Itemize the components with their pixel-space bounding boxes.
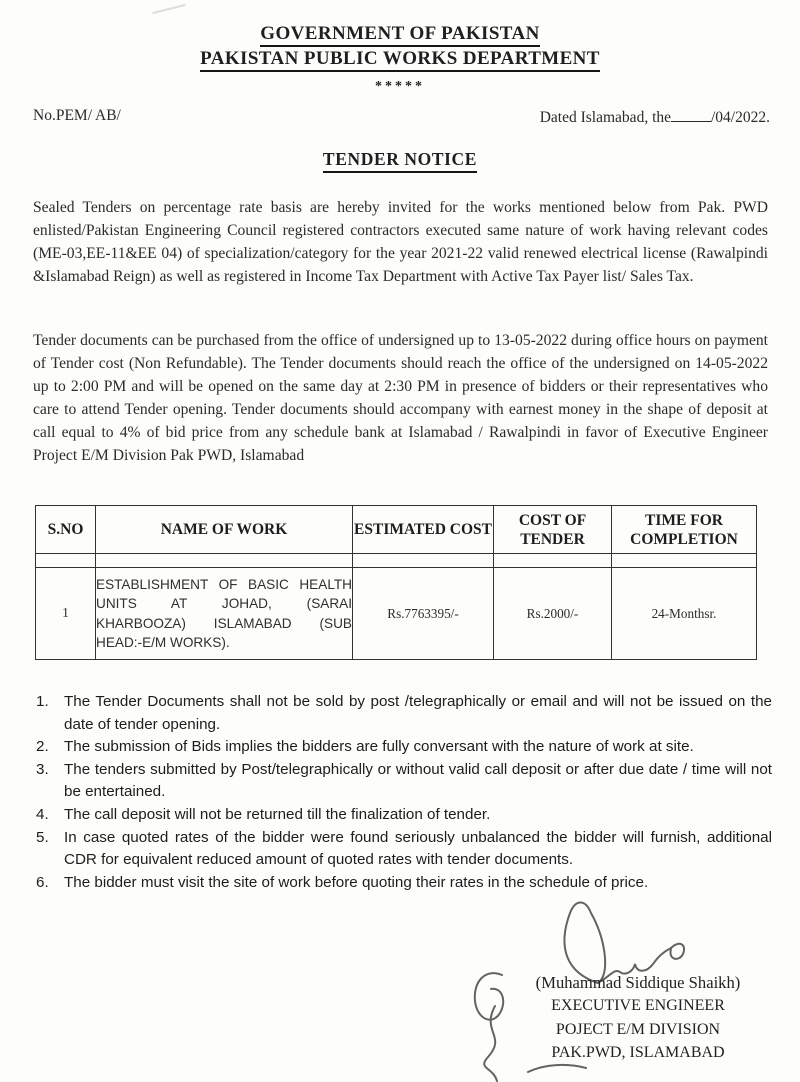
spacer-cell <box>96 554 353 568</box>
table-spacer-row <box>36 554 757 568</box>
condition-number: 4. <box>36 805 49 823</box>
condition-text: In case quoted rates of the bidder were found seriously unbalanced the bidder will furnish, additional CDR for equivalent reduced amount of quoted rates with tender documents. <box>64 828 772 869</box>
condition-number: 5. <box>36 828 49 846</box>
cell-cost-of-tender: Rs.2000/- <box>494 568 612 660</box>
cell-sno: 1 <box>36 568 96 660</box>
document-header <box>0 22 800 98</box>
signature-block <box>497 971 779 1065</box>
col-header-estimated-cost: ESTIMATED COST <box>353 506 494 554</box>
date-prefix: Dated Islamabad, the <box>539 109 671 126</box>
purchase-paragraph: Tender documents can be purchased from the office of undersigned up to 13-05-2022 during office hours on payment of Tender cost (Non Refundable). The Tender documents should reach the office of the undersigned on 14-05-2022 up to 2:00 PM and will be opened on the same day at 2:30 PM in presence of bidders or their representatives who care to attend Tender opening. Tender documents should accompany with earnest money in the shape of deposit at call equal to 4% of bid price from any schedule bank at Islamabad / Rawalpindi in favor of Executive Engineer Project E/M Division Pak PWD, Islamabad <box>33 332 768 464</box>
cell-name-of-work: ESTABLISHMENT OF BASIC HEALTH UNITS AT JOHAD, (SARAI KHARBOOZA) ISLAMABAD (SUB HEAD:-E/M WORKS). <box>96 568 353 660</box>
condition-text: The bidder must visit the site of work before quoting their rates in the schedule of price. <box>64 873 649 891</box>
condition-item <box>36 736 772 759</box>
signatory-division: POJECT E/M DIVISION <box>555 1020 721 1038</box>
conditions-list <box>36 691 772 894</box>
cell-time-for-completion: 24-Monthsr. <box>612 568 757 660</box>
condition-item <box>36 827 772 872</box>
col-header-time-for-completion: TIME FOR COMPLETION <box>612 506 757 554</box>
spacer-cell <box>353 554 494 568</box>
condition-text: The Tender Documents shall not be sold by post /telegraphically or email and will not be issued on the date of tender opening. <box>64 693 772 733</box>
table-header-row <box>36 506 757 554</box>
works-table <box>35 505 757 660</box>
condition-number: 1. <box>36 693 49 710</box>
col-header-name-of-work: NAME OF WORK <box>96 506 353 554</box>
reference-number: No.PEM/ AB/ <box>33 107 121 124</box>
cell-estimated-cost: Rs.7763395/- <box>353 568 494 660</box>
scan-artifact <box>152 4 185 14</box>
condition-item <box>36 804 772 827</box>
condition-text: The submission of Bids implies the bidders are fully conversant with the nature of work at site. <box>64 738 694 756</box>
signatory-title: EXECUTIVE ENGINEER <box>551 997 725 1015</box>
signatory-name: (Muhammad Siddique Shaikh) <box>535 973 741 992</box>
intro-paragraph: Sealed Tenders on percentage rate basis are hereby invited for the works mentioned below from Pak. PWD enlisted/Pakistan Engineering Council registered contractors executed same nature of work having relevant codes (ME-03,EE-11&EE 04) of specialization/category for the year 2021-22 valid renewed electrical license (Rawalpindi &Islamabad Reign) as well as registered in Income Tax Department with Active Tax Payer list/ Sales Tax. <box>33 199 768 285</box>
col-header-sno: S.NO <box>36 506 96 554</box>
stars-separator: ***** <box>375 79 425 94</box>
condition-number: 3. <box>36 760 49 778</box>
date-blank-line <box>671 107 711 122</box>
government-title: GOVERNMENT OF PAKISTAN <box>260 22 539 47</box>
spacer-cell <box>36 554 96 568</box>
department-title: PAKISTAN PUBLIC WORKS DEPARTMENT <box>200 47 600 72</box>
condition-item <box>36 691 772 736</box>
signatory-department: PAK.PWD, ISLAMABAD <box>551 1044 725 1062</box>
page-title: TENDER NOTICE <box>323 149 477 173</box>
date-suffix: /04/2022. <box>711 109 770 126</box>
table-row <box>36 568 757 660</box>
condition-text: The tenders submitted by Post/telegraphically or without valid call deposit or after due date / time will not be entertained. <box>64 760 772 801</box>
col-header-cost-of-tender: COST OF TENDER <box>494 506 612 554</box>
condition-text: The call deposit will not be returned till the finalization of tender. <box>64 805 491 823</box>
condition-number: 6. <box>36 873 49 891</box>
condition-item <box>36 759 772 804</box>
reference-date-line <box>33 107 770 127</box>
date-line <box>540 107 770 127</box>
spacer-cell <box>494 554 612 568</box>
condition-number: 2. <box>36 738 49 756</box>
spacer-cell <box>612 554 757 568</box>
